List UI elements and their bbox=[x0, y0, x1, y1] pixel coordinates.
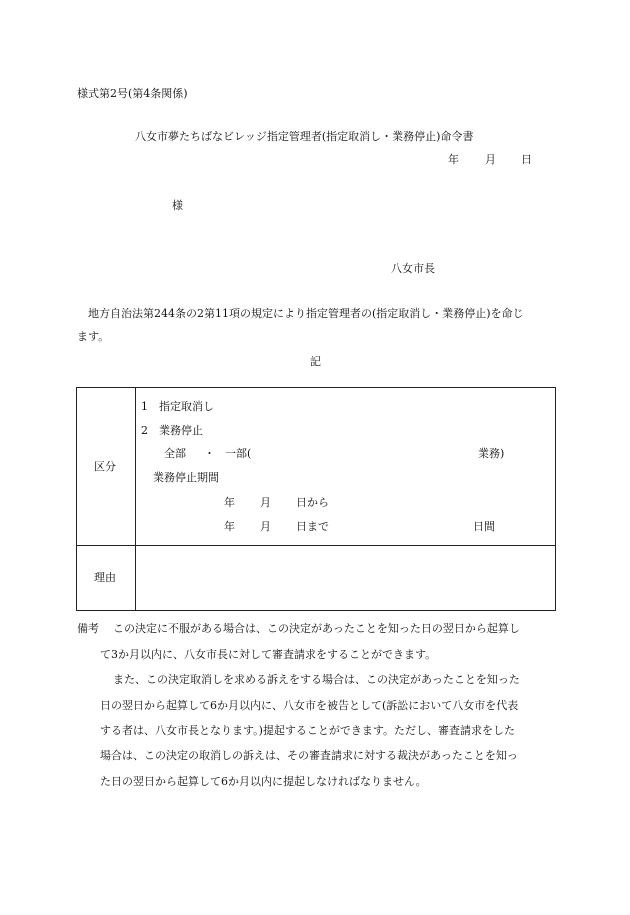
date-day: 日 bbox=[521, 153, 532, 166]
option-suspension: 2 業務停止 bbox=[141, 424, 203, 437]
table-column-divider bbox=[135, 388, 136, 610]
remarks-line-7: た日の翌日から起算して6か月以内に提起しなければなりません。 bbox=[100, 775, 427, 788]
to-day: 日まで bbox=[296, 520, 329, 533]
from-day: 日から bbox=[296, 496, 329, 509]
scope-part-close: 業務) bbox=[478, 447, 505, 460]
remarks-line-4: 日の翌日から起算して6か月以内に、八女市を被告として(訴訟において八女市を代表 bbox=[100, 699, 519, 712]
remarks-label: 備考 bbox=[77, 622, 99, 635]
form-number: 様式第2号(第4条関係) bbox=[77, 87, 188, 100]
order-table bbox=[76, 387, 556, 611]
reason-label: 理由 bbox=[94, 571, 116, 584]
remarks-line-2: て3か月以内に、八女市長に対して審査請求をすることができます。 bbox=[100, 648, 437, 661]
body-line-2: ます。 bbox=[77, 330, 110, 343]
option-cancellation: 1 指定取消し bbox=[141, 400, 214, 413]
suspension-period-label: 業務停止期間 bbox=[153, 471, 219, 484]
category-label: 区分 bbox=[94, 460, 116, 473]
body-line-1: 地方自治法第244条の2第11項の規定により指定管理者の(指定取消し・業務停止)を命じ bbox=[88, 307, 524, 320]
scope-part-open: 一部( bbox=[225, 447, 252, 460]
document-title: 八女市夢たちばなビレッジ指定管理者(指定取消し・業務停止)命令書 bbox=[135, 130, 474, 143]
from-year: 年 bbox=[224, 496, 235, 509]
scope-separator: ・ bbox=[204, 447, 215, 460]
addressee-suffix: 様 bbox=[172, 199, 183, 212]
scope-all: 全部 bbox=[164, 447, 186, 460]
date-year: 年 bbox=[448, 153, 459, 166]
ki-heading: 記 bbox=[310, 355, 321, 368]
remarks-line-5: する者は、八女市長となります。)提起することができます。ただし、審査請求をした bbox=[100, 724, 516, 737]
from-month: 月 bbox=[260, 496, 271, 509]
issuer-name: 八女市長 bbox=[391, 262, 435, 275]
date-month: 月 bbox=[485, 153, 496, 166]
remarks-line-6: 場合は、この決定の取消しの訴えは、その審査請求に対する裁決があったことを知っ bbox=[100, 749, 518, 762]
remarks-line-1: この決定に不服がある場合は、この決定があったことを知った日の翌日から起算し bbox=[113, 622, 520, 635]
to-year: 年 bbox=[224, 520, 235, 533]
days-count: 日間 bbox=[473, 520, 495, 533]
table-row-divider bbox=[77, 545, 555, 546]
remarks-line-3: また、この決定取消しを求める訴えをする場合は、この決定があったことを知った bbox=[113, 673, 520, 686]
to-month: 月 bbox=[260, 520, 271, 533]
